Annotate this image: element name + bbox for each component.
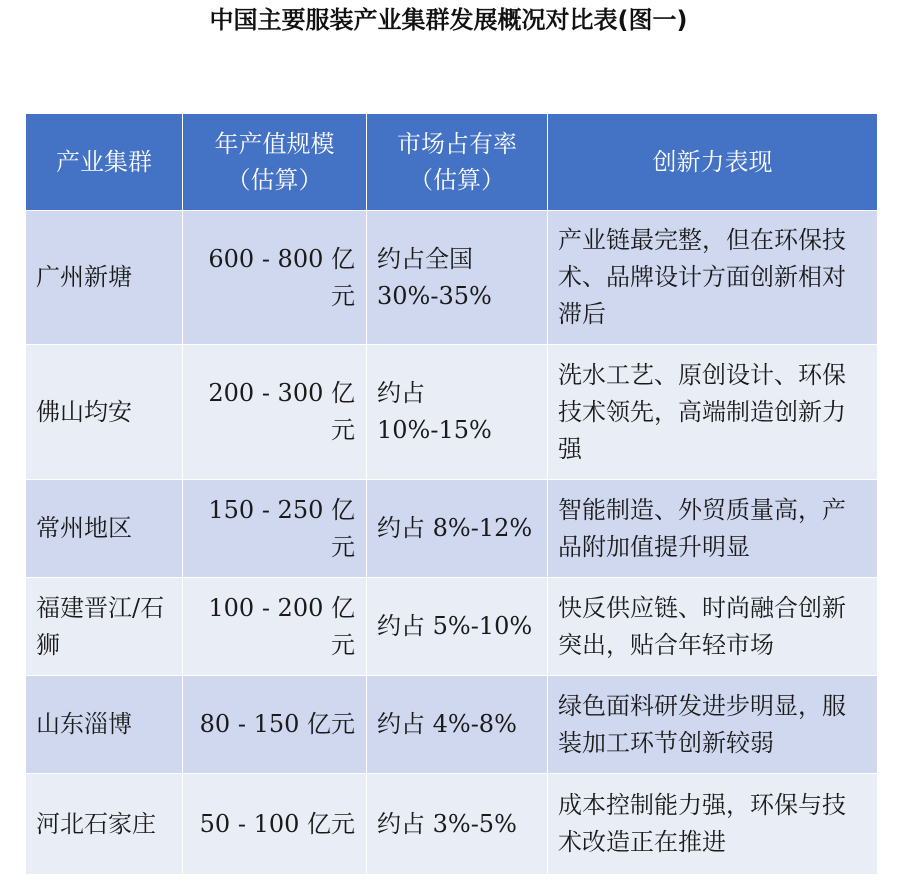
- cell-cluster: 河北石家庄: [26, 774, 183, 875]
- cell-scale: 80 - 150 亿元: [183, 676, 367, 774]
- cell-scale: 50 - 100 亿元: [183, 774, 367, 875]
- table-row: [26, 774, 878, 875]
- page-title: 中国主要服装产业集群发展概况对比表(图一): [209, 6, 688, 34]
- cell-share: 约占 8%-12%: [367, 480, 548, 578]
- table-row: [26, 676, 878, 774]
- header-row: [26, 114, 878, 211]
- cell-share: 约占 10%-15%: [367, 345, 548, 480]
- cell-innovation: 产业链最完整，但在环保技术、品牌设计方面创新相对滞后: [548, 211, 878, 345]
- table-row: [26, 480, 878, 578]
- cell-innovation: 快反供应链、时尚融合创新突出，贴合年轻市场: [548, 578, 878, 676]
- cell-innovation: 成本控制能力强，环保与技术改造正在推进: [548, 774, 878, 875]
- table-row: [26, 578, 878, 676]
- cell-share: 约占 4%-8%: [367, 676, 548, 774]
- cell-scale: 200 - 300 亿元: [183, 345, 367, 480]
- cell-share: 约占全国 30%-35%: [367, 211, 548, 345]
- table-row: [26, 211, 878, 345]
- cell-share: 约占 5%-10%: [367, 578, 548, 676]
- header-cluster: 产业集群: [26, 114, 183, 211]
- header-innovation: 创新力表现: [548, 114, 878, 211]
- cell-cluster: 广州新塘: [26, 211, 183, 345]
- cell-scale: 150 - 250 亿元: [183, 480, 367, 578]
- header-share: 市场占有率（估算）: [367, 114, 548, 211]
- cell-cluster: 常州地区: [26, 480, 183, 578]
- cell-scale: 100 - 200 亿元: [183, 578, 367, 676]
- cell-innovation: 洗水工艺、原创设计、环保技术领先，高端制造创新力强: [548, 345, 878, 480]
- cell-cluster: 福建晋江/石狮: [26, 578, 183, 676]
- cell-innovation: 绿色面料研发进步明显，服装加工环节创新较弱: [548, 676, 878, 774]
- comparison-table: [25, 113, 878, 875]
- cell-share: 约占 3%-5%: [367, 774, 548, 875]
- table-row: [26, 345, 878, 480]
- cell-innovation: 智能制造、外贸质量高，产品附加值提升明显: [548, 480, 878, 578]
- cell-scale: 600 - 800 亿元: [183, 211, 367, 345]
- cell-cluster: 佛山均安: [26, 345, 183, 480]
- cell-cluster: 山东淄博: [26, 676, 183, 774]
- header-scale: 年产值规模（估算）: [183, 114, 367, 211]
